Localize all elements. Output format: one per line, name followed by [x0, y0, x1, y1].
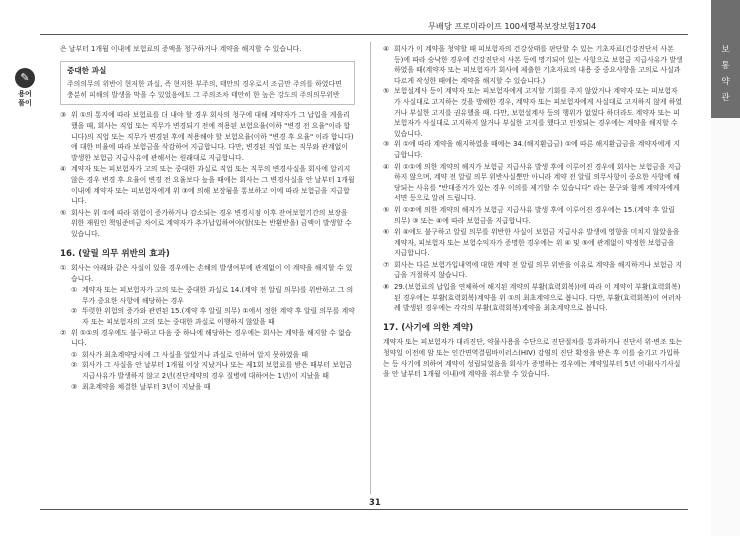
clause-item — [60, 328, 355, 349]
clause-text: 위 ①①에 의한 계약의 해지가 보험금 지급사유 발생 후에 이루어진 경우에 회사는 보험금을 지급하지 않으며, 계약 전 알릴 의무 위반사실뿐만 아니라 계약 전 알릴 의무사항이 중요한 사항에 해당되는 사유를 "반대증거가 있는 경우 이의를 제기할 수 있습니다" 라는 문구와 함께 계약자에게 서면 등으로 알려 드립니다. — [394, 162, 682, 203]
clause-text: 회사는 위 ①에 따라 위험이 증가하거나 감소되는 경우 변경시점 이후 잔여보험기간의 보장을 위한 재원인 책임준비금 차이로 계약자가 추가납입하여야(할(또는 반환받을) 금액이 발생할 수 있습니다. — [71, 208, 352, 238]
clause-text: 위 ①의 통지에 따라 보험료를 더 내야 할 경우 회사의 청구에 대해 계약자가 그 납입을 게을리 했을 때, 회사는 직업 또는 직무가 변경되기 전에 적용된 보험요율(이하 "변경 전 요율"이라 합니다)의 직업 또는 직무가 변경된 후에 적용해야 할 보험요율(이하 "변경 후 요율" 이라 합니다)에 대한 비율에 따라 보험금을 삭감하여 지급합니다. 다만, 변경된 직업 또는 직무와 관계없이 발생한 보험금 지급사유에 관해서는 원래대로 지급합니다. — [71, 111, 354, 162]
sub-clause — [71, 350, 355, 361]
term-box-title: 중대한 과실 — [67, 65, 107, 75]
running-header: 무배당 프로미라이프 100세행복보장보험1704 — [428, 21, 597, 31]
section-16-title: 16. (알릴 의무 위반의 효과) — [60, 248, 170, 259]
term-note-label-1: 용어 — [18, 89, 32, 98]
term-box — [60, 61, 355, 106]
sub-clause-marker: ⑤ — [383, 87, 390, 96]
clause-marker: ① — [60, 264, 67, 273]
sub-clause-text: 보험설계사 등이 계약자 또는 피보험자에게 고지할 기회를 주지 않았거나 계약자 또는 피보험자가 사실대로 고지하는 것을 방해한 경우, 계약자 또는 피보험자에게 사실대로 고지하지 않게 하였거나 부실한 고지를 권유했을 때. 다만, 보험설계사 등의 행위가 없었다 하더라도 계약자 또는 피보험자가 사실대로 고지하지 않거나 부실한 고지를 했다고 인정되는 경우에는 계약을 해지할 수 있습니다. — [394, 87, 683, 138]
clause-item — [383, 260, 683, 281]
sub-clause — [71, 360, 355, 381]
clause-item — [383, 205, 683, 226]
clause-marker: ③ — [60, 111, 67, 120]
side-tab-char: 관 — [721, 93, 730, 103]
clause-marker: ④ — [383, 162, 390, 171]
sub-clause-text: 최초계약을 체결한 날부터 3년이 지났을 때 — [82, 382, 211, 391]
sub-clause — [71, 382, 355, 393]
column-divider — [370, 42, 371, 494]
pencil-icon: ✎ — [15, 68, 35, 88]
clause-item — [60, 110, 355, 163]
right-column — [383, 44, 683, 381]
clause-marker: ⑤ — [383, 205, 390, 214]
sub-clause — [71, 285, 355, 306]
clause-marker: ⑤ — [60, 208, 67, 217]
side-tab-char: 보 — [721, 45, 730, 55]
page-number: 31 — [369, 497, 381, 507]
section-17-body: 계약자 또는 피보험자가 대리진단, 약물사용을 수단으로 진단절차를 통과하거나 진단서 위·변조 또는 청약일 이전에 암 또는 인간면역결핍바이러스(HIV) 감염의 진단 확정을 받은 후 이를 숨기고 가입하는 등 사기에 의하여 계약이 성립되었음을 회사가 증명하는 경우에는 계약일부터 5년 이내(사기사실을 안 날부터 1개월 이내)에 계약을 취소할 수 있습니다. — [383, 338, 683, 379]
clause-item — [60, 164, 355, 206]
sub-clause-text: 회사가 최초계약당시에 그 사실을 알았거나 과실로 인하여 알지 못하였을 때 — [82, 350, 309, 359]
clause-item — [383, 139, 683, 160]
sub-clause-marker: ① — [71, 286, 78, 295]
clause-marker: ⑦ — [383, 260, 390, 269]
clause-text: 위 ①②에 의한 계약의 해지가 보험금 지급사유 발생 후에 이루어진 경우에는 15.(계약 후 알릴 의무) ③ 또는 ④에 따라 보험금을 지급합니다. — [394, 205, 675, 225]
clause-text: 위 ④에도 불구하고 알릴 의무를 위반한 사실이 보험금 지급사유 발생에 영향을 미치지 않았음을 계약자, 피보험자 또는 보험수익자가 증명한 경우에는 위 ④ 및 ⑤에 관계없이 약정한 보험금을 지급합니다. — [394, 228, 680, 258]
side-tab-char: 통 — [721, 61, 730, 71]
sub-clause-text: 회사가 이 계약을 청약할 때 피보험자의 건강상태를 판단할 수 있는 기초자료(건강진단서 사본 등)에 따라 승낙한 경우에 건강진단서 사본 등에 명기되어 있는 사항으로 보험금 지급사유가 발생하였을 때(계약자 또는 피보험자가 회사에 제출한 기초자료의 내용 중 중요사항을 고의로 사실과 다르게 작성한 때에는 계약을 해지할 수 있습니다.) — [394, 45, 683, 85]
sub-clause-marker: ③ — [71, 382, 78, 391]
clause-text: 29.(보험료의 납입을 연체하여 해지된 계약의 부활(효력회복))에 따라 이 계약이 부활(효력회복)된 경우에는 부활(효력회복)계약을 위 ①의 최초계약으로 봅니다. 다만, 부활(효력회복)이 여러차례 발생된 경우에는 각각의 부활(효력회복)계약을 최초계약으로 봅니다. — [394, 283, 682, 313]
clause-item — [383, 162, 683, 204]
sub-clause-text: 뚜렷한 위험의 증가와 관련된 15.(계약 후 알릴 의무) ①에서 정한 계약 후 알릴 의무를 계약자 또는 피보험자의 고의 또는 중대한 과실로 이행하지 않았을 때 — [82, 307, 355, 327]
clause-marker: ③ — [383, 140, 390, 149]
clause-text: 회사는 다른 보험가입내역에 대한 계약 전 알릴 의무 위반을 이유로 계약을 해지하거나 보험금 지급을 거절하지 않습니다. — [394, 260, 683, 280]
side-tab-char: 약 — [721, 77, 730, 87]
clause-text: 회사는 아래와 같은 사실이 있을 경우에는 손해의 발생여부에 관계없이 이 계약을 해지할 수 있습니다. — [71, 264, 353, 283]
sub-clause-text: 계약자 또는 피보험자가 고의 또는 중대한 과실로 14.(계약 전 알릴 의무)를 위반하고 그 의무가 중요한 사항에 해당하는 경우 — [82, 286, 354, 305]
clause-item — [383, 282, 683, 314]
sub-clause — [383, 44, 683, 86]
clause-item — [60, 208, 355, 240]
intro-text: 은 날부터 1개월 이내에 보험료의 증액을 청구하거나 계약을 해지할 수 있습니다. — [60, 45, 302, 53]
header-rule — [40, 34, 688, 35]
clause-item — [383, 227, 683, 259]
clause-text: 위 ①에 따라 계약을 해지하였을 때에는 34.(해지환급금) ①에 따른 해지환급금을 계약자에게 지급합니다. — [394, 140, 680, 159]
section-side-tab — [711, 0, 740, 118]
left-column — [18, 44, 355, 392]
clause-text: 위 ①①의 경우에도 불구하고 다음 중 하나에 해당하는 경우에는 회사는 계약을 해지할 수 없습니다. — [71, 328, 352, 348]
clause-marker: ⑥ — [383, 228, 390, 237]
clause-text: 계약자 또는 피보험자가 고의 또는 중대한 과실로 직업 또는 직무의 변경사실을 회사에 알리지 않은 경우 변경 후 요율이 변경 전 요율보다 높을 때에는 회사는 그 변경사실을 안 날부터 1개월 이내에 계약자 또는 피보험자에게 위 ③에 의해 보장됨을 통보하고 이에 따라 보험금을 지급합니다. — [71, 165, 355, 206]
sub-clause-marker: ② — [71, 307, 78, 316]
term-box-body: 주의의무의 위반이 현저한 과실, 즉 현저한 부주의, 태만의 경우로서 조금만 주의를 하였다면 충분히 피해의 발생을 막을 수 있었음에도 그 주의조차 태만히 한 높은 강도의 주의의무위반 — [67, 80, 342, 99]
clause-marker: ④ — [60, 165, 67, 174]
term-explanation — [18, 61, 355, 107]
sub-clause-marker: ① — [71, 350, 78, 359]
sub-clause — [383, 86, 683, 139]
clause-marker: ② — [60, 328, 67, 337]
term-note-marker — [8, 68, 42, 108]
footer-rule — [40, 509, 688, 510]
section-17-title: 17. (사기에 의한 계약) — [383, 322, 474, 333]
clause-marker: ⑧ — [383, 283, 390, 292]
sub-clause — [71, 306, 355, 327]
sub-clause-marker: ④ — [383, 45, 390, 53]
clause-item — [60, 263, 355, 284]
sub-clause-text: 회사가 그 사실을 안 날부터 1개월 이상 지났거나 또는 제1회 보험료를 받은 때부터 보험금 지급사유가 발생하지 않고 2년(진단계약의 경우 질병에 대하여는 1년)이 지났을 때 — [82, 361, 353, 381]
sub-clause-marker: ② — [71, 361, 78, 370]
term-note-label-2: 풀이 — [18, 98, 32, 107]
